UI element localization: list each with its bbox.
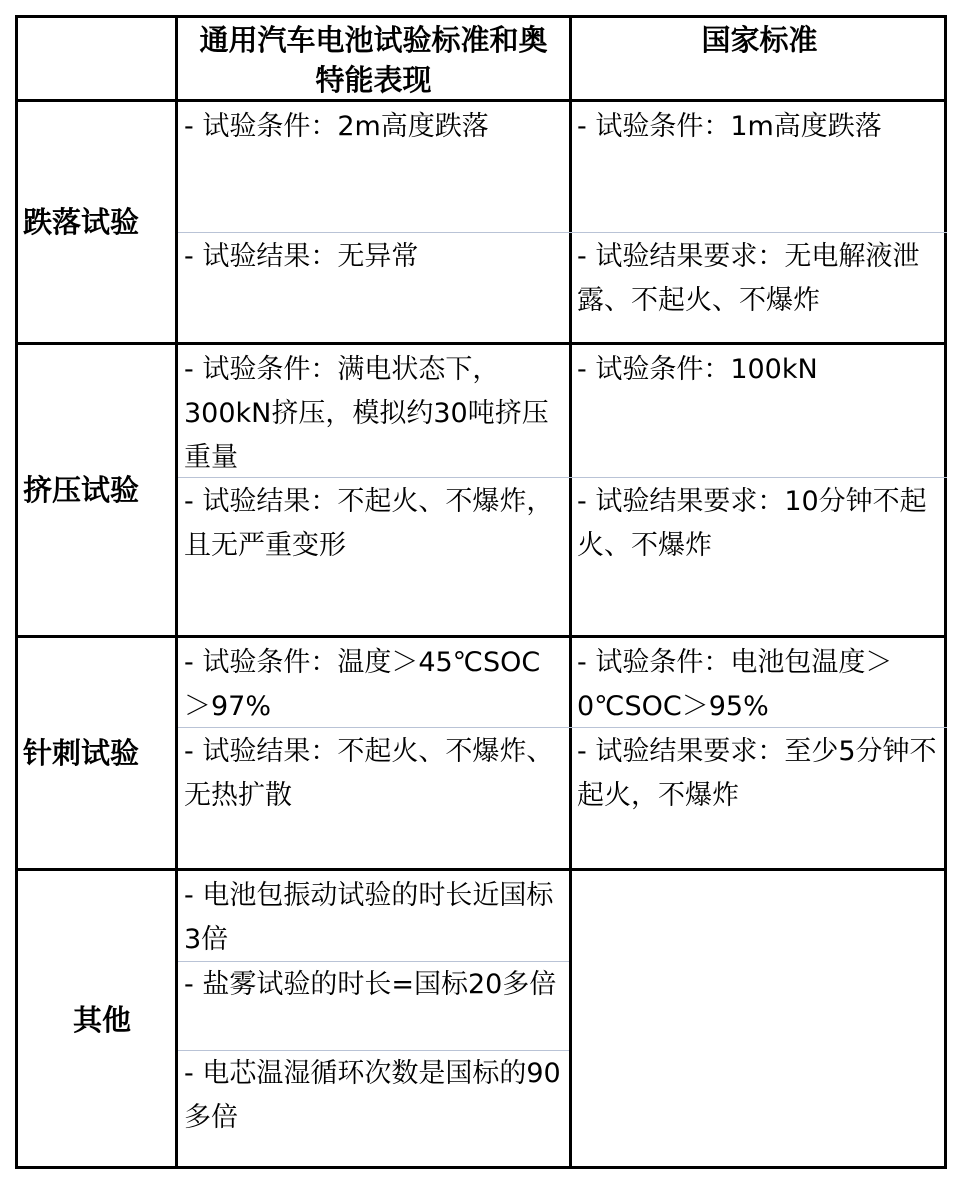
nail-test-national-result: - 试验结果要求：至少5分钟不起火，不爆炸 [577,736,937,811]
comparison-table [15,15,947,1169]
header-gm-standard: 通用汽车电池试验标准和奥特能表现 [199,23,548,97]
crush-test-gm-condition: - 试验条件：满电状态下，300kN挤压，模拟约30吨挤压重量 [184,354,549,473]
nail-test-gm-condition: - 试验条件：温度＞45℃SOC＞97% [184,647,541,722]
crush-test-gm-result: - 试验结果：不起火、不爆炸，且无严重变形 [184,486,554,561]
others-temp-humidity-cycle: - 电芯温湿循环次数是国标的90多倍 [184,1058,561,1133]
row-label-drop-test: 跌落试验 [23,205,140,239]
row-label-crush-test: 挤压试验 [23,473,140,507]
drop-test-gm-result: - 试验结果：无异常 [184,241,419,272]
row-label-nail-test: 针刺试验 [23,736,140,770]
nail-test-gm-result: - 试验结果：不起火、不爆炸、无热扩散 [184,736,554,811]
nail-test-national-condition: - 试验条件：电池包温度＞0℃SOC＞95% [577,647,893,722]
sub-row-divider [178,961,569,962]
drop-test-national-result: - 试验结果要求：无电解液泄露、不起火、不爆炸 [577,241,920,316]
header-national-standard: 国家标准 [701,23,818,57]
crush-test-national-result: - 试验结果要求：10分钟不起火、不爆炸 [577,486,927,561]
others-vibration-test: - 电池包振动试验的时长近国标3倍 [184,880,554,955]
sub-row-divider [178,477,947,478]
sub-row-divider [178,1050,569,1051]
sub-row-divider [178,727,947,728]
others-salt-spray-test: - 盐雾试验的时长=国标20多倍 [184,969,557,1000]
drop-test-national-condition: - 试验条件：1m高度跌落 [577,111,882,142]
drop-test-gm-condition: - 试验条件：2m高度跌落 [184,111,489,142]
sub-row-divider [178,232,947,233]
crush-test-national-condition: - 试验条件：100kN [577,354,818,385]
column-divider [175,18,178,1166]
column-divider [569,18,572,1166]
row-label-others: 其他 [72,1003,131,1037]
